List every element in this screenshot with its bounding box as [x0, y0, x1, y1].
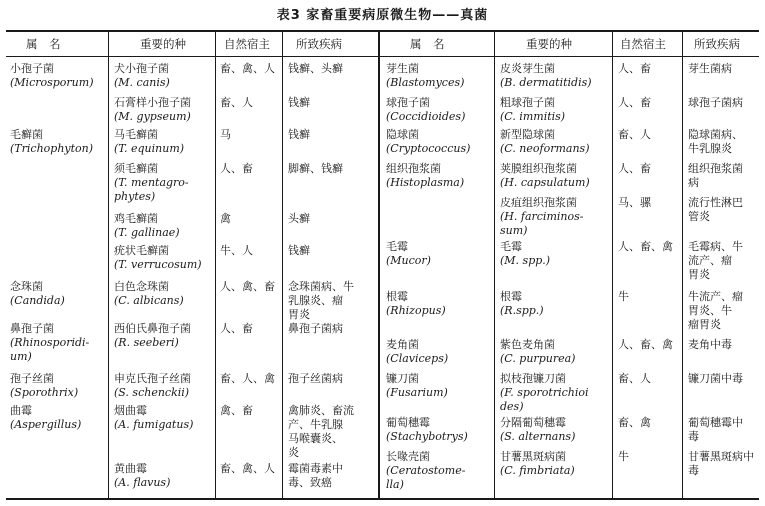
species-cell	[114, 372, 191, 400]
disease-cell: 霉菌毒素中 毒、致癌	[288, 462, 343, 489]
disease-cell: 脚癣、钱癣	[288, 162, 343, 175]
species-name: 白色念珠菌	[114, 280, 169, 293]
genus-latin: (Microsporum)	[10, 76, 94, 89]
species-name: 荚膜组织孢浆菌	[500, 162, 577, 175]
host-cell: 畜、禽、人	[220, 62, 275, 75]
genus-cell	[386, 450, 465, 492]
species-latin: (M. canis)	[114, 76, 170, 89]
host-cell: 人、畜	[618, 162, 651, 175]
col-divider	[215, 32, 216, 500]
genus-name: 长喙壳菌	[386, 450, 430, 463]
genus-latin: (Histoplasma)	[386, 176, 465, 189]
disease-cell: 钱癣、头癣	[288, 62, 343, 75]
header-disease: 所致疾病	[694, 37, 740, 51]
genus-name: 麦角菌	[386, 338, 419, 351]
disease-cell: 念珠菌病、牛 乳腺炎、瘤 胃炎	[288, 280, 354, 321]
species-latin: (S. schenckii)	[114, 386, 190, 399]
genus-latin: (Rhizopus)	[386, 304, 446, 317]
host-cell: 人、畜、禽	[618, 240, 673, 253]
species-latin: (A. fumigatus)	[114, 418, 194, 431]
header-genus: 属 名	[410, 37, 445, 51]
species-name: 石膏样小孢子菌	[114, 96, 191, 109]
host-cell: 畜、人	[220, 96, 253, 109]
species-name: 西伯氏鼻孢子菌	[114, 322, 191, 335]
genus-latin: (Cryptococcus)	[386, 142, 471, 155]
host-cell: 人、畜	[618, 62, 651, 75]
species-cell	[114, 62, 170, 90]
species-cell	[500, 162, 590, 190]
genus-cell	[386, 240, 431, 268]
species-name: 分隔葡萄穗霉	[500, 416, 566, 429]
disease-cell: 钱癣	[288, 96, 310, 109]
disease-cell: 鼻孢子菌病	[288, 322, 343, 335]
species-cell	[500, 450, 575, 478]
header-species: 重要的种	[140, 37, 186, 51]
species-name: 甘薯黑斑病菌	[500, 450, 566, 463]
disease-cell: 麦角中毒	[688, 338, 732, 351]
species-cell	[114, 404, 193, 432]
genus-name: 曲霉	[10, 404, 32, 417]
bottom-rule	[6, 498, 759, 500]
species-name: 根霉	[500, 290, 522, 303]
header-genus: 属 名	[26, 37, 61, 51]
genus-cell	[386, 162, 464, 190]
species-latin: (M. gypseum)	[114, 110, 191, 123]
disease-cell: 钱癣	[288, 128, 310, 141]
species-latin: (F. sporotrichioi des)	[500, 386, 589, 413]
genus-name: 毛霉	[386, 240, 408, 253]
genus-latin: (Claviceps)	[386, 352, 449, 365]
species-cell	[500, 128, 590, 156]
species-latin: (C. albicans)	[114, 294, 184, 307]
host-cell: 禽	[220, 212, 231, 225]
host-cell: 禽、畜	[220, 404, 253, 417]
col-divider-center	[378, 32, 380, 500]
disease-cell: 钱癣	[288, 244, 310, 257]
species-name: 烟曲霉	[114, 404, 147, 417]
genus-cell	[10, 372, 78, 400]
species-cell	[114, 462, 170, 490]
genus-cell	[386, 372, 448, 400]
genus-latin: (Fusarium)	[386, 386, 448, 399]
disease-cell: 禽肺炎、畜流 产、牛乳腺 马喉囊炎、 炎	[288, 404, 354, 459]
genus-latin: (Aspergillus)	[10, 418, 82, 431]
species-latin: (R.spp.)	[500, 304, 544, 317]
genus-cell	[10, 62, 94, 90]
genus-cell	[386, 338, 448, 366]
genus-name: 小孢子菌	[10, 62, 54, 75]
header-species: 重要的种	[526, 37, 572, 51]
species-name: 黄曲霉	[114, 462, 147, 475]
genus-cell	[10, 280, 65, 308]
species-cell	[114, 96, 191, 124]
host-cell: 畜、人、禽	[220, 372, 275, 385]
species-cell	[114, 162, 189, 204]
header-host: 自然宿主	[224, 37, 270, 51]
genus-name: 念珠菌	[10, 280, 43, 293]
genus-name: 孢子丝菌	[10, 372, 54, 385]
species-latin: (A. flavus)	[114, 476, 171, 489]
genus-latin: (Candida)	[10, 294, 65, 307]
species-name: 皮疽组织孢浆菌	[500, 196, 577, 209]
host-cell: 牛	[618, 290, 629, 303]
disease-cell: 组织孢浆菌 病	[688, 162, 743, 189]
genus-name: 芽生菌	[386, 62, 419, 75]
species-latin: (T. equinum)	[114, 142, 185, 155]
species-latin: (H. capsulatum)	[500, 176, 590, 189]
disease-cell: 葡萄穗霉中 毒	[688, 416, 743, 443]
header-host: 自然宿主	[620, 37, 666, 51]
disease-cell: 隐球菌病、 牛乳腺炎	[688, 128, 743, 155]
genus-name: 毛癣菌	[10, 128, 43, 141]
species-name: 须毛癣菌	[114, 162, 158, 175]
genus-latin: (Coccidioides)	[386, 110, 466, 123]
species-latin: (B. dermatitidis)	[500, 76, 592, 89]
host-cell: 马	[220, 128, 231, 141]
species-latin: (C. neoformans)	[500, 142, 590, 155]
species-cell	[500, 290, 544, 318]
species-cell	[114, 212, 180, 240]
genus-cell	[386, 128, 470, 156]
genus-cell	[386, 416, 468, 444]
disease-cell: 球孢子菌病	[688, 96, 743, 109]
species-name: 紫色麦角菌	[500, 338, 555, 351]
genus-name: 球孢子菌	[386, 96, 430, 109]
species-cell	[500, 196, 583, 238]
genus-name: 鼻孢子菌	[10, 322, 54, 335]
species-name: 马毛癣菌	[114, 128, 158, 141]
disease-cell: 牛流产、瘤 胃炎、牛 瘤胃炎	[688, 290, 743, 331]
host-cell: 牛、人	[220, 244, 253, 257]
species-name: 犬小孢子菌	[114, 62, 169, 75]
species-latin: (T. verrucosum)	[114, 258, 202, 271]
host-cell: 人、畜、禽	[618, 338, 673, 351]
header-rule	[6, 56, 759, 57]
host-cell: 马、骡	[618, 196, 651, 209]
species-name: 疣状毛癣菌	[114, 244, 169, 257]
genus-cell	[386, 96, 465, 124]
genus-latin: (Trichophyton)	[10, 142, 94, 155]
species-name: 粗球孢子菌	[500, 96, 555, 109]
species-cell	[500, 372, 589, 414]
species-cell	[500, 96, 565, 124]
species-name: 拟枝孢镰刀菌	[500, 372, 566, 385]
genus-latin: (Mucor)	[386, 254, 431, 267]
species-cell	[500, 62, 592, 90]
disease-cell: 甘薯黑斑病中 毒	[688, 450, 754, 477]
disease-cell: 芽生菌病	[688, 62, 732, 75]
species-name: 毛霉	[500, 240, 522, 253]
genus-latin: (Rhinosporidi- um)	[10, 336, 90, 363]
host-cell: 牛	[618, 450, 629, 463]
genus-latin: (Ceratostome- lla)	[386, 464, 466, 491]
genus-cell	[10, 322, 89, 364]
species-cell	[500, 240, 550, 268]
genus-cell	[386, 290, 446, 318]
species-latin: (T. gallinae)	[114, 226, 180, 239]
genus-latin: (Blastomyces)	[386, 76, 465, 89]
header-disease: 所致疾病	[296, 37, 342, 51]
species-latin: (S. alternans)	[500, 430, 576, 443]
host-cell: 人、禽、畜	[220, 280, 275, 293]
top-rule	[6, 30, 759, 32]
disease-cell: 毛霉病、牛 流产、瘤 胃炎	[688, 240, 743, 281]
species-cell	[114, 322, 191, 350]
genus-cell	[10, 404, 81, 432]
species-cell	[114, 244, 202, 272]
host-cell: 畜、禽、人	[220, 462, 275, 475]
genus-cell	[10, 128, 93, 156]
host-cell: 人、畜	[618, 96, 651, 109]
genus-cell	[386, 62, 464, 90]
host-cell: 畜、人	[618, 128, 651, 141]
species-latin: (T. mentagro- phytes)	[114, 176, 189, 203]
genus-name: 根霉	[386, 290, 408, 303]
species-cell	[500, 338, 575, 366]
species-cell	[114, 128, 184, 156]
species-latin: (C. purpurea)	[500, 352, 576, 365]
col-divider	[612, 32, 613, 500]
col-divider	[108, 32, 109, 500]
genus-latin: (Stachybotrys)	[386, 430, 468, 443]
species-latin: (M. spp.)	[500, 254, 551, 267]
genus-name: 葡萄穗霉	[386, 416, 430, 429]
table-title: 表3 家畜重要病原微生物——真菌	[276, 8, 489, 23]
host-cell: 畜、禽	[618, 416, 651, 429]
disease-cell: 流行性淋巴 管炎	[688, 196, 743, 223]
disease-cell: 孢子丝菌病	[288, 372, 343, 385]
species-name: 申克氏孢子丝菌	[114, 372, 191, 385]
col-divider	[682, 32, 683, 500]
species-latin: (C. fimbriata)	[500, 464, 575, 477]
genus-name: 隐球菌	[386, 128, 419, 141]
col-divider	[282, 32, 283, 500]
genus-name: 镰刀菌	[386, 372, 419, 385]
species-cell	[114, 280, 184, 308]
species-name: 皮炎芽生菌	[500, 62, 555, 75]
host-cell: 人、畜	[220, 162, 253, 175]
species-name: 新型隐球菌	[500, 128, 555, 141]
species-latin: (H. farciminos- sum)	[500, 210, 584, 237]
disease-cell: 头癣	[288, 212, 310, 225]
col-divider	[494, 32, 495, 500]
species-name: 鸡毛癣菌	[114, 212, 158, 225]
species-latin: (C. immitis)	[500, 110, 566, 123]
genus-latin: (Sporothrix)	[10, 386, 79, 399]
species-cell	[500, 416, 575, 444]
host-cell: 人、畜	[220, 322, 253, 335]
host-cell: 畜、人	[618, 372, 651, 385]
disease-cell: 镰刀菌中毒	[688, 372, 743, 385]
genus-name: 组织孢浆菌	[386, 162, 441, 175]
species-latin: (R. seeberi)	[114, 336, 179, 349]
